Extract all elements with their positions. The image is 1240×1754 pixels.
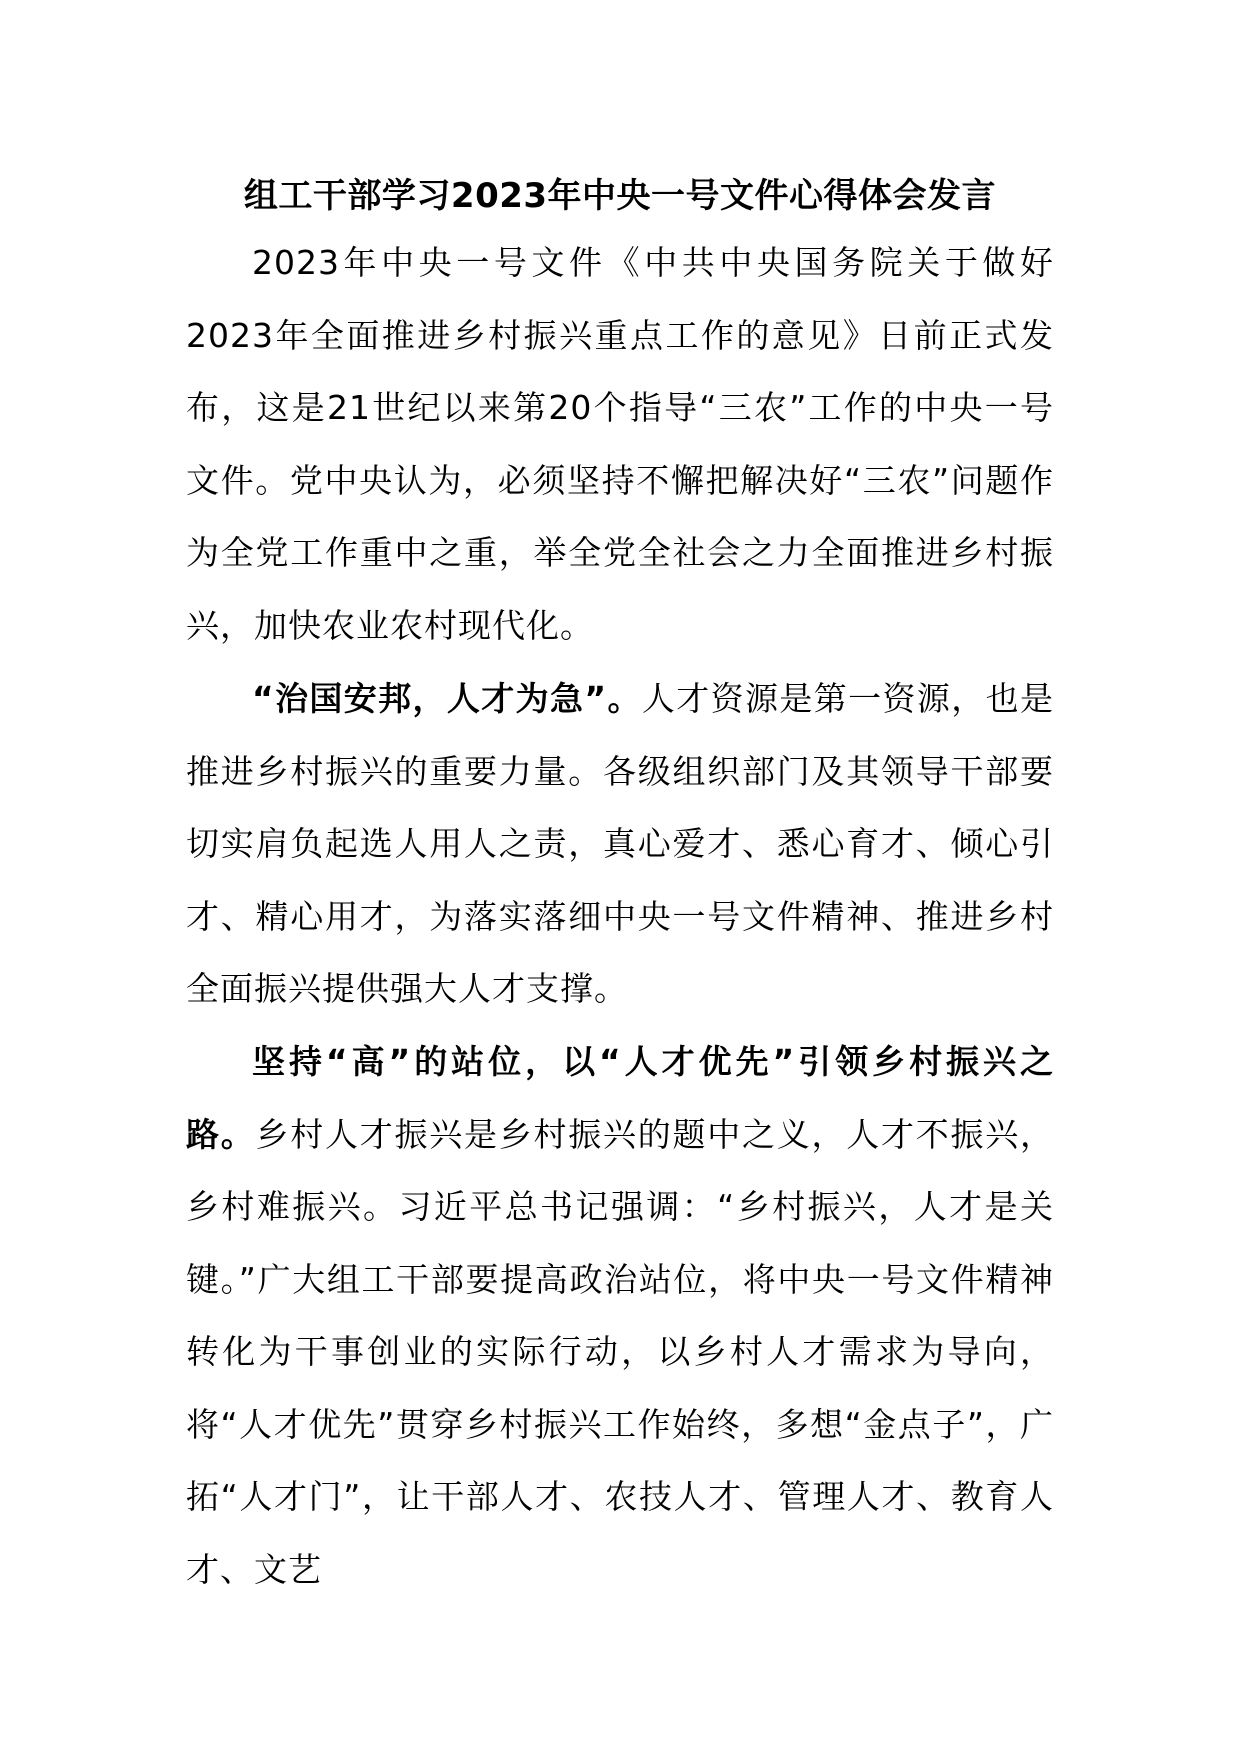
paragraph-intro xyxy=(186,227,1054,662)
paragraph-talent-priority-text: 乡村人才振兴是乡村振兴的题中之义，人才不振兴，乡村难振兴。习近平总书记强调：“乡村振兴，人才是关键。”广大组工干部要提高政治站位，将中央一号文件精神转化为干事创业的实际行动，以乡村人才需求为导向，将“人才优先”贯穿乡村振兴工作始终，多想“金点子”，广拓“人才门”，让干部人才、农技人才、管理人才、教育人才、文艺 xyxy=(186,1114,1054,1589)
paragraph-talent-priority xyxy=(186,1026,1054,1606)
paragraph-talent-priority-heading: 坚持“高”的站位，以“人才优先”引领乡村振兴之路。 xyxy=(186,1042,1054,1154)
document-title: 组工干部学习2023年中央一号文件心得体会发言 xyxy=(243,176,997,216)
paragraph-talent-urgency-heading: “治国安邦，人才为急”。 xyxy=(252,679,642,718)
paragraph-talent-urgency xyxy=(186,663,1054,1026)
paragraph-talent-urgency-text: 人才资源是第一资源，也是推进乡村振兴的重要力量。各级组织部门及其领导干部要切实肩负起选人用人之责，真心爱才、悉心育才、倾心引才、精心用才，为落实落细中央一号文件精神、推进乡村全面振兴提供强大人才支撑。 xyxy=(186,679,1054,1008)
paragraph-intro-text: 2023年中央一号文件《中共中央国务院关于做好2023年全面推进乡村振兴重点工作的意见》日前正式发布，这是21世纪以来第20个指导“三农”工作的中央一号文件。党中央认为，必须坚持不懈把解决好“三农”问题作为全党工作重中之重，举全党全社会之力全面推进乡村振兴，加快农业农村现代化。 xyxy=(186,243,1054,645)
